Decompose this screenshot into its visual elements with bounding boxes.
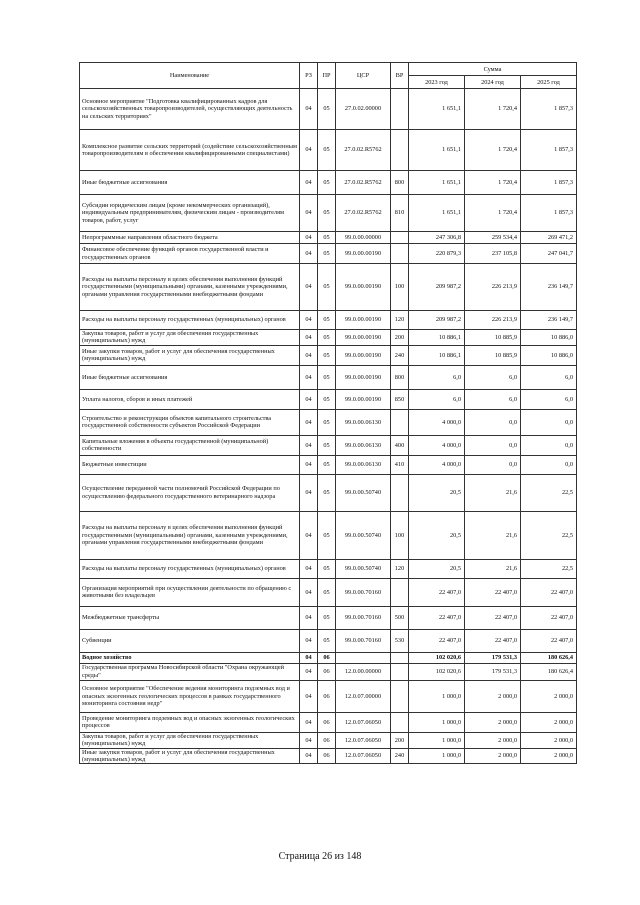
cell-vr	[391, 578, 409, 606]
table-row	[80, 195, 577, 232]
cell-y2024: 22 407,0	[465, 578, 521, 606]
cell-y2025: 6,0	[521, 389, 577, 409]
cell-y2024: 21,6	[465, 474, 521, 511]
cell-rz: 04	[300, 89, 318, 130]
cell-y2024: 2 000,0	[465, 712, 521, 732]
cell-y2024: 0,0	[465, 455, 521, 474]
cell-y2023: 209 987,2	[409, 311, 465, 330]
cell-name: Иные бюджетные ассигнования	[80, 365, 300, 389]
table-row	[80, 264, 577, 311]
cell-y2025: 236 149,7	[521, 264, 577, 311]
cell-csr: 12.0.07.06050	[336, 732, 391, 748]
cell-pr: 05	[318, 89, 336, 130]
cell-vr	[391, 663, 409, 680]
cell-y2023: 4 000,0	[409, 409, 465, 435]
header-csr: ЦСР	[336, 63, 391, 89]
table-row	[80, 578, 577, 606]
cell-csr: 27.0.02.R5762	[336, 195, 391, 232]
cell-name: Расходы на выплаты персоналу в целях обеспечения выполнения функций государственными (муниципальными) органами, казенными учреждениями, органами управления государственными внебюджетными фондами	[80, 511, 300, 559]
cell-y2023: 22 407,0	[409, 578, 465, 606]
table-row	[80, 435, 577, 455]
cell-pr: 05	[318, 629, 336, 652]
table-row	[80, 130, 577, 171]
cell-name: Строительство и реконструкция объектов капитального строительства государственной собственности субъектов Российской Федерации	[80, 409, 300, 435]
cell-name: Осуществление переданной части полномочий Российской Федерации по осуществлению федерального государственного ветеринарного надзора	[80, 474, 300, 511]
cell-rz: 04	[300, 663, 318, 680]
cell-pr: 05	[318, 232, 336, 244]
cell-y2025: 22 407,0	[521, 629, 577, 652]
cell-vr	[391, 409, 409, 435]
cell-csr: 99.0.00.00190	[336, 330, 391, 346]
cell-y2024: 10 885,9	[465, 345, 521, 365]
cell-csr: 99.0.00.00000	[336, 232, 391, 244]
cell-rz: 04	[300, 474, 318, 511]
cell-name: Иные закупки товаров, работ и услуг для обеспечения государственных (муниципальных) нужд	[80, 748, 300, 764]
cell-csr: 99.0.00.00190	[336, 244, 391, 264]
cell-vr: 240	[391, 345, 409, 365]
cell-csr: 99.0.00.00190	[336, 264, 391, 311]
cell-vr: 800	[391, 171, 409, 195]
cell-vr	[391, 130, 409, 171]
cell-pr: 05	[318, 578, 336, 606]
cell-rz: 04	[300, 311, 318, 330]
cell-csr: 99.0.00.00190	[336, 365, 391, 389]
cell-vr: 500	[391, 606, 409, 629]
cell-y2023: 1 651,1	[409, 130, 465, 171]
cell-rz: 04	[300, 435, 318, 455]
cell-rz: 04	[300, 409, 318, 435]
cell-y2025: 2 000,0	[521, 732, 577, 748]
table-row	[80, 345, 577, 365]
cell-y2025: 0,0	[521, 409, 577, 435]
table-row	[80, 89, 577, 130]
table-row	[80, 365, 577, 389]
cell-vr: 850	[391, 389, 409, 409]
table-row	[80, 732, 577, 748]
cell-y2023: 10 886,1	[409, 345, 465, 365]
cell-y2023: 4 000,0	[409, 455, 465, 474]
cell-pr: 05	[318, 389, 336, 409]
cell-y2023: 102 020,6	[409, 652, 465, 663]
cell-pr: 05	[318, 559, 336, 578]
header-2024: 2024 год	[465, 76, 521, 89]
cell-csr: 99.0.00.70160	[336, 578, 391, 606]
cell-pr: 06	[318, 652, 336, 663]
cell-y2025: 2 000,0	[521, 748, 577, 764]
table-row	[80, 455, 577, 474]
table-row	[80, 559, 577, 578]
table-row	[80, 244, 577, 264]
cell-pr: 05	[318, 264, 336, 311]
cell-vr: 410	[391, 455, 409, 474]
cell-rz: 04	[300, 195, 318, 232]
cell-rz: 04	[300, 732, 318, 748]
cell-vr: 100	[391, 264, 409, 311]
cell-y2025: 1 857,3	[521, 89, 577, 130]
cell-y2024: 226 213,9	[465, 311, 521, 330]
cell-pr: 05	[318, 455, 336, 474]
cell-name: Капитальные вложения в объекты государственной (муниципальной) собственности	[80, 435, 300, 455]
cell-vr: 120	[391, 559, 409, 578]
cell-y2025: 180 626,4	[521, 663, 577, 680]
cell-csr: 99.0.00.06130	[336, 409, 391, 435]
cell-y2025: 22,5	[521, 559, 577, 578]
cell-csr	[336, 652, 391, 663]
cell-vr: 240	[391, 748, 409, 764]
cell-name: Основное мероприятие "Обеспечение ведения мониторинга подземных вод и опасных экзогенных геологических процессов в рамках государственного мониторинга состояния недр"	[80, 680, 300, 712]
cell-y2024: 179 531,3	[465, 663, 521, 680]
cell-y2024: 259 534,4	[465, 232, 521, 244]
cell-y2024: 6,0	[465, 365, 521, 389]
cell-pr: 06	[318, 663, 336, 680]
cell-y2024: 1 720,4	[465, 195, 521, 232]
cell-csr: 99.0.00.00190	[336, 311, 391, 330]
cell-y2024: 22 407,0	[465, 606, 521, 629]
cell-rz: 04	[300, 606, 318, 629]
cell-name: Расходы на выплаты персоналу государственных (муниципальных) органов	[80, 311, 300, 330]
cell-y2023: 102 020,6	[409, 663, 465, 680]
cell-y2024: 2 000,0	[465, 680, 521, 712]
cell-csr: 12.0.07.06050	[336, 748, 391, 764]
cell-y2024: 10 885,9	[465, 330, 521, 346]
table-row	[80, 330, 577, 346]
cell-y2025: 1 857,3	[521, 195, 577, 232]
table-row	[80, 511, 577, 559]
cell-y2024: 1 720,4	[465, 130, 521, 171]
cell-y2024: 2 000,0	[465, 732, 521, 748]
cell-name: Финансовое обеспечение функций органов государственной власти и государственных органов	[80, 244, 300, 264]
cell-name: Проведение мониторинга подземных вод и опасных экзогенных геологических процессов	[80, 712, 300, 732]
header-sum: Сумма	[409, 63, 577, 76]
cell-name: Организация мероприятий при осуществлении деятельности по обращению с животными без владельцев	[80, 578, 300, 606]
cell-name: Иные закупки товаров, работ и услуг для обеспечения государственных (муниципальных) нужд	[80, 345, 300, 365]
cell-y2023: 22 407,0	[409, 629, 465, 652]
table-row	[80, 712, 577, 732]
cell-name: Основное мероприятие "Подготовка квалифицированных кадров для сельскохозяйственных товаропроизводителей, осуществляющих деятельность на сельских территориях"	[80, 89, 300, 130]
cell-y2025: 0,0	[521, 435, 577, 455]
cell-y2025: 0,0	[521, 455, 577, 474]
cell-y2023: 1 000,0	[409, 748, 465, 764]
cell-csr: 99.0.00.70160	[336, 606, 391, 629]
cell-y2025: 22,5	[521, 511, 577, 559]
cell-y2023: 20,5	[409, 511, 465, 559]
cell-vr: 200	[391, 330, 409, 346]
cell-y2024: 0,0	[465, 435, 521, 455]
cell-y2025: 2 000,0	[521, 712, 577, 732]
cell-rz: 04	[300, 232, 318, 244]
cell-name: Закупка товаров, работ и услуг для обеспечения государственных (муниципальных) нужд	[80, 732, 300, 748]
cell-rz: 04	[300, 244, 318, 264]
cell-vr: 100	[391, 511, 409, 559]
table-row	[80, 409, 577, 435]
cell-y2024: 1 720,4	[465, 89, 521, 130]
header-2025: 2025 год	[521, 76, 577, 89]
cell-csr: 27.0.02.R5762	[336, 171, 391, 195]
cell-pr: 05	[318, 345, 336, 365]
cell-y2025: 1 857,3	[521, 171, 577, 195]
table-row	[80, 748, 577, 764]
cell-pr: 05	[318, 195, 336, 232]
table-row	[80, 171, 577, 195]
table-row	[80, 652, 577, 663]
cell-rz: 04	[300, 578, 318, 606]
table-body	[80, 89, 577, 764]
header-rz: РЗ	[300, 63, 318, 89]
cell-csr: 99.0.00.50740	[336, 474, 391, 511]
cell-y2023: 20,5	[409, 559, 465, 578]
header-name: Наименование	[80, 63, 300, 89]
cell-rz: 04	[300, 345, 318, 365]
cell-pr: 05	[318, 365, 336, 389]
cell-csr: 12.0.07.06050	[336, 712, 391, 732]
cell-rz: 04	[300, 365, 318, 389]
cell-pr: 05	[318, 409, 336, 435]
cell-y2023: 1 000,0	[409, 712, 465, 732]
cell-pr: 06	[318, 748, 336, 764]
cell-rz: 04	[300, 680, 318, 712]
table-row	[80, 474, 577, 511]
cell-rz: 04	[300, 171, 318, 195]
cell-name: Межбюджетные трансферты	[80, 606, 300, 629]
cell-y2023: 1 651,1	[409, 195, 465, 232]
cell-rz: 04	[300, 629, 318, 652]
cell-vr	[391, 712, 409, 732]
cell-rz: 04	[300, 389, 318, 409]
cell-vr: 800	[391, 365, 409, 389]
cell-vr	[391, 474, 409, 511]
cell-y2024: 1 720,4	[465, 171, 521, 195]
cell-rz: 04	[300, 130, 318, 171]
table-row	[80, 311, 577, 330]
cell-pr: 06	[318, 712, 336, 732]
cell-y2024: 22 407,0	[465, 629, 521, 652]
cell-y2025: 22,5	[521, 474, 577, 511]
cell-csr: 99.0.00.06130	[336, 455, 391, 474]
cell-name: Расходы на выплаты персоналу в целях обеспечения выполнения функций государственными (муниципальными) органами, казенными учреждениями, органами управления государственными внебюджетными фондами	[80, 264, 300, 311]
cell-y2023: 22 407,0	[409, 606, 465, 629]
cell-rz: 04	[300, 652, 318, 663]
cell-y2023: 1 651,1	[409, 171, 465, 195]
cell-name: Непрограммные направления областного бюджета	[80, 232, 300, 244]
cell-rz: 04	[300, 559, 318, 578]
cell-y2023: 220 879,3	[409, 244, 465, 264]
cell-y2023: 4 000,0	[409, 435, 465, 455]
cell-name: Водное хозяйство	[80, 652, 300, 663]
cell-y2023: 6,0	[409, 365, 465, 389]
cell-name: Комплексное развитие сельских территорий (содействие сельскохозяйственным товаропроизводителям в обеспечении квалифицированными специалистами)	[80, 130, 300, 171]
cell-csr: 99.0.00.06130	[336, 435, 391, 455]
cell-name: Государственная программа Новосибирской области "Охрана окружающей среды"	[80, 663, 300, 680]
cell-pr: 05	[318, 244, 336, 264]
cell-y2025: 6,0	[521, 365, 577, 389]
cell-name: Закупка товаров, работ и услуг для обеспечения государственных (муниципальных) нужд	[80, 330, 300, 346]
cell-y2024: 21,6	[465, 559, 521, 578]
cell-y2025: 236 149,7	[521, 311, 577, 330]
cell-csr: 12.0.07.00000	[336, 680, 391, 712]
cell-y2024: 179 531,3	[465, 652, 521, 663]
cell-vr	[391, 89, 409, 130]
cell-y2025: 180 626,4	[521, 652, 577, 663]
cell-vr: 200	[391, 732, 409, 748]
cell-csr: 27.0.02.00000	[336, 89, 391, 130]
budget-table-container	[79, 62, 576, 764]
cell-y2023: 20,5	[409, 474, 465, 511]
cell-csr: 27.0.02.R5762	[336, 130, 391, 171]
cell-csr: 99.0.00.50740	[336, 511, 391, 559]
cell-csr: 99.0.00.00190	[336, 389, 391, 409]
cell-csr: 99.0.00.50740	[336, 559, 391, 578]
cell-y2024: 0,0	[465, 409, 521, 435]
cell-y2024: 237 105,8	[465, 244, 521, 264]
cell-y2023: 1 651,1	[409, 89, 465, 130]
table-row	[80, 629, 577, 652]
cell-vr	[391, 244, 409, 264]
cell-y2025: 10 886,0	[521, 345, 577, 365]
cell-y2023: 1 000,0	[409, 732, 465, 748]
cell-csr: 99.0.00.00190	[336, 345, 391, 365]
cell-y2023: 1 000,0	[409, 680, 465, 712]
header-pr: ПР	[318, 63, 336, 89]
cell-y2025: 269 471,2	[521, 232, 577, 244]
cell-name: Расходы на выплаты персоналу государственных (муниципальных) органов	[80, 559, 300, 578]
budget-table	[79, 62, 577, 764]
cell-rz: 04	[300, 264, 318, 311]
page-footer: Страница 26 из 148	[278, 851, 362, 862]
cell-pr: 06	[318, 680, 336, 712]
cell-y2023: 209 987,2	[409, 264, 465, 311]
table-row	[80, 680, 577, 712]
cell-y2023: 6,0	[409, 389, 465, 409]
header-vr: ВР	[391, 63, 409, 89]
cell-name: Иные бюджетные ассигнования	[80, 171, 300, 195]
cell-y2024: 226 213,9	[465, 264, 521, 311]
cell-y2025: 10 886,0	[521, 330, 577, 346]
cell-rz: 04	[300, 330, 318, 346]
cell-y2025: 1 857,3	[521, 130, 577, 171]
cell-y2025: 247 041,7	[521, 244, 577, 264]
cell-y2024: 2 000,0	[465, 748, 521, 764]
cell-pr: 05	[318, 171, 336, 195]
cell-rz: 04	[300, 511, 318, 559]
cell-vr: 400	[391, 435, 409, 455]
cell-pr: 05	[318, 330, 336, 346]
cell-y2024: 6,0	[465, 389, 521, 409]
cell-pr: 05	[318, 435, 336, 455]
cell-name: Бюджетные инвестиции	[80, 455, 300, 474]
cell-y2024: 21,6	[465, 511, 521, 559]
cell-pr: 05	[318, 606, 336, 629]
cell-rz: 04	[300, 712, 318, 732]
cell-y2023: 247 306,8	[409, 232, 465, 244]
cell-pr: 05	[318, 511, 336, 559]
cell-csr: 99.0.00.70160	[336, 629, 391, 652]
cell-vr	[391, 680, 409, 712]
cell-y2025: 22 407,0	[521, 606, 577, 629]
cell-vr: 810	[391, 195, 409, 232]
table-row	[80, 663, 577, 680]
cell-y2023: 10 886,1	[409, 330, 465, 346]
table-row	[80, 606, 577, 629]
cell-name: Субвенции	[80, 629, 300, 652]
cell-name: Субсидии юридическим лицам (кроме некоммерческих организаций), индивидуальным предпринимателям, физическим лицам - производителям товаров, работ, услуг	[80, 195, 300, 232]
cell-pr: 05	[318, 474, 336, 511]
table-row	[80, 389, 577, 409]
cell-pr: 06	[318, 732, 336, 748]
cell-csr: 12.0.00.00000	[336, 663, 391, 680]
cell-rz: 04	[300, 455, 318, 474]
cell-y2025: 2 000,0	[521, 680, 577, 712]
cell-pr: 05	[318, 130, 336, 171]
cell-vr: 120	[391, 311, 409, 330]
cell-rz: 04	[300, 748, 318, 764]
cell-y2025: 22 407,0	[521, 578, 577, 606]
cell-vr	[391, 232, 409, 244]
table-row	[80, 232, 577, 244]
cell-vr	[391, 652, 409, 663]
cell-vr: 530	[391, 629, 409, 652]
header-2023: 2023 год	[409, 76, 465, 89]
cell-pr: 05	[318, 311, 336, 330]
cell-name: Уплата налогов, сборов и иных платежей	[80, 389, 300, 409]
